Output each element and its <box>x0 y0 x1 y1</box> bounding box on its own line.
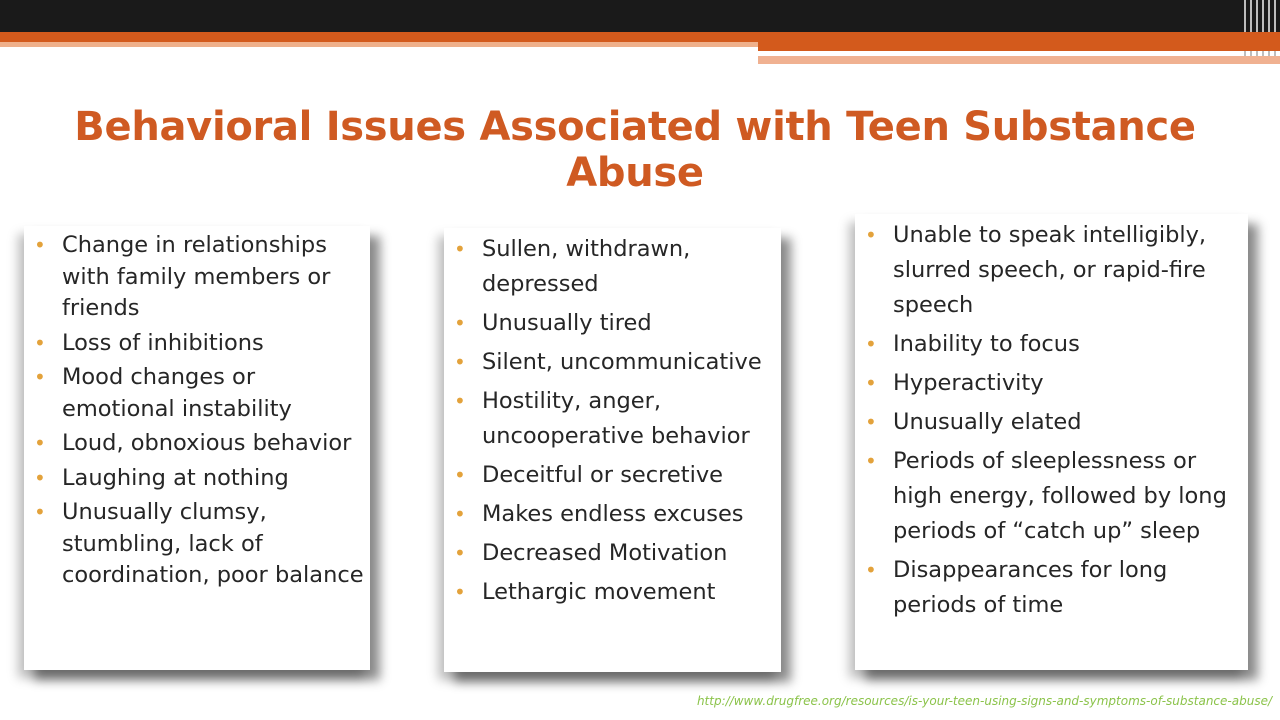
column-card-2 <box>444 228 781 672</box>
list-item: • Inability to focus <box>859 327 1248 362</box>
column-card-1 <box>24 226 370 670</box>
list-item: • Periods of sleeplessness or high energy, followed by long periods of “catch up” sleep <box>859 444 1248 549</box>
list-item: • Silent, uncommunicative <box>448 345 781 380</box>
list-item: • Change in relationships with family members or friends <box>28 230 370 325</box>
slide-title: Behavioral Issues Associated with Teen Substance Abuse <box>74 104 1196 196</box>
list-item: • Makes endless excuses <box>448 497 781 532</box>
list-item: • Unusually tired <box>448 306 781 341</box>
list-item: • Hostility, anger, uncooperative behavior <box>448 384 781 454</box>
peach-right-bar <box>758 56 1280 64</box>
list-item: • Laughing at nothing <box>28 463 370 495</box>
column-card-3 <box>855 214 1248 670</box>
list-item: • Decreased Motivation <box>448 536 781 571</box>
list-item: • Unable to speak intelligibly, slurred speech, or rapid-fire speech <box>859 218 1248 323</box>
light-orange-bar <box>0 42 758 47</box>
orange-accent-bar <box>0 32 1280 42</box>
top-dark-bar <box>0 0 1280 32</box>
bullet-list-2 <box>448 232 781 610</box>
bullet-list-1 <box>28 230 370 592</box>
list-item: • Disappearances for long periods of time <box>859 553 1248 623</box>
source-link[interactable]: http://www.drugfree.org/resources/is-your-teen-using-signs-and-symptoms-of-substance-abuse/ <box>696 694 1272 708</box>
list-item: • Hyperactivity <box>859 366 1248 401</box>
list-item: • Unusually clumsy, stumbling, lack of coordination, poor balance <box>28 497 370 592</box>
list-item: • Loud, obnoxious behavior <box>28 428 370 460</box>
orange-right-bar <box>758 42 1280 51</box>
bullet-list-3 <box>859 218 1248 623</box>
list-item: • Deceitful or secretive <box>448 458 781 493</box>
list-item: • Loss of inhibitions <box>28 328 370 360</box>
list-item: • Sullen, withdrawn, depressed <box>448 232 781 302</box>
white-divider-line <box>758 51 1188 53</box>
list-item: • Unusually elated <box>859 405 1248 440</box>
list-item: • Mood changes or emotional instability <box>28 362 370 425</box>
list-item: • Lethargic movement <box>448 575 781 610</box>
